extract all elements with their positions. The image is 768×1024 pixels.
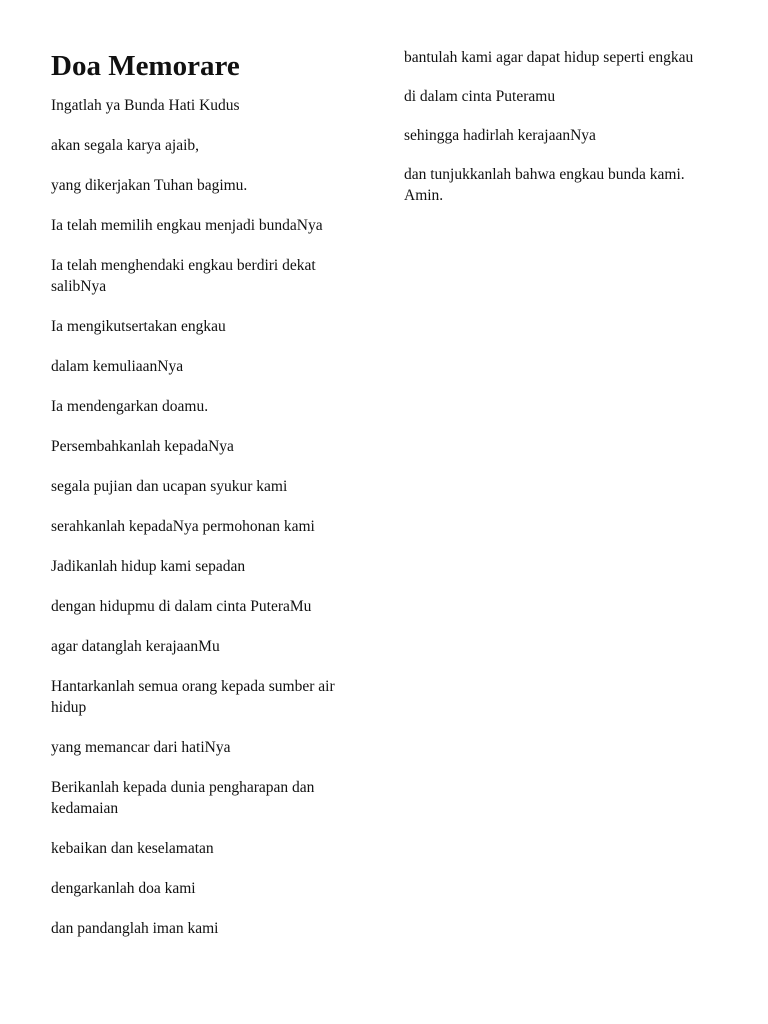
paragraph: Ingatlah ya Bunda Hati Kudus <box>51 97 240 114</box>
paragraph: Ia mengikutsertakan engkau <box>51 318 226 335</box>
paragraph: dengan hidupmu di dalam cinta PuteraMu <box>51 598 312 615</box>
left-column <box>51 48 371 958</box>
document-title: Doa Memorare <box>51 50 240 82</box>
paragraph: Berikanlah kepada dunia pengharapan dan kedamaian <box>51 779 315 817</box>
paragraph: sehingga hadirlah kerajaanNya <box>404 127 596 144</box>
paragraph: Ia mendengarkan doamu. <box>51 398 209 415</box>
paragraph: di dalam cinta Puteramu <box>404 88 556 105</box>
paragraph: Jadikanlah hidup kami sepadan <box>51 558 246 575</box>
paragraph: bantulah kami agar dapat hidup seperti engkau <box>404 49 694 66</box>
paragraph: agar datanglah kerajaanMu <box>51 638 220 655</box>
paragraph: Hantarkanlah semua orang kepada sumber air hidup <box>51 678 335 716</box>
paragraph: yang memancar dari hatiNya <box>51 739 231 756</box>
paragraph: dengarkanlah doa kami <box>51 880 196 897</box>
paragraph: dan pandanglah iman kami <box>51 920 219 937</box>
paragraph: akan segala karya ajaib, <box>51 137 200 154</box>
right-column <box>404 47 704 224</box>
paragraph: Ia telah memilih engkau menjadi bundaNya <box>51 217 323 234</box>
paragraph: kebaikan dan keselamatan <box>51 840 214 857</box>
paragraph: serahkanlah kepadaNya permohonan kami <box>51 518 315 535</box>
paragraph: yang dikerjakan Tuhan bagimu. <box>51 177 248 194</box>
paragraph: Ia telah menghendaki engkau berdiri dekat salibNya <box>51 257 316 295</box>
paragraph: dan tunjukkanlah bahwa engkau bunda kami. Amin. <box>404 166 685 204</box>
paragraph: Persembahkanlah kepadaNya <box>51 438 234 455</box>
paragraph: dalam kemuliaanNya <box>51 358 184 375</box>
paragraph: segala pujian dan ucapan syukur kami <box>51 478 288 495</box>
